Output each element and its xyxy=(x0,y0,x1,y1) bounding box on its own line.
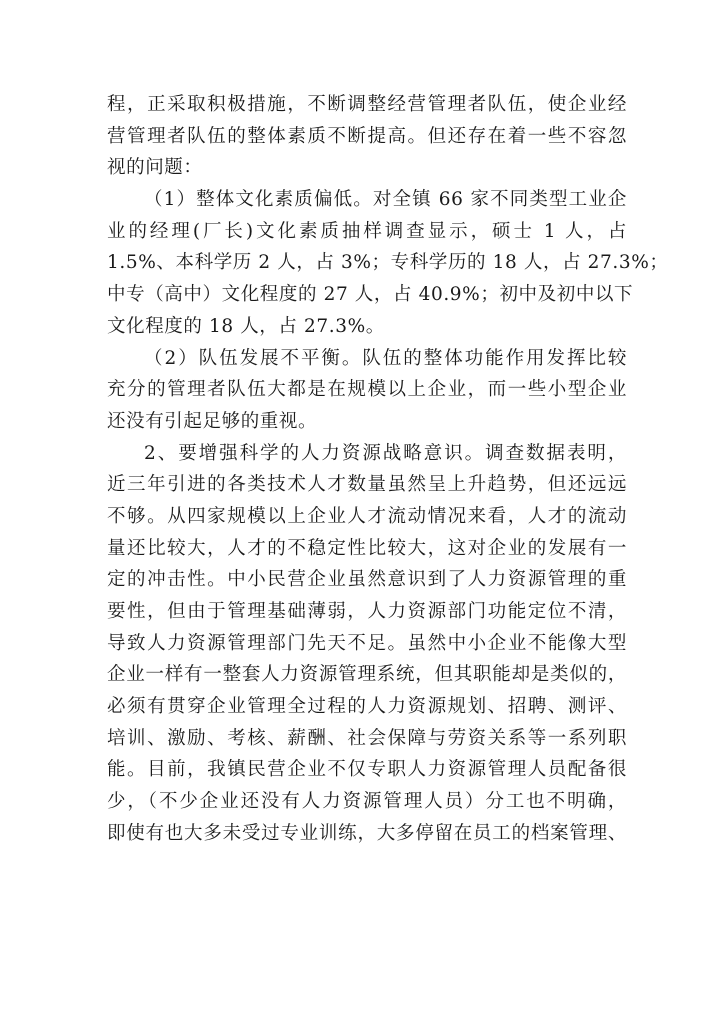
text-line: （1）整体文化素质偏低。对全镇 66 家不同类型工业企 xyxy=(144,189,627,211)
text-line: 定的冲击性。中小民营企业虽然意识到了人力资源管理的重 xyxy=(107,569,627,591)
text-line: 还没有引起足够的重视。 xyxy=(107,410,318,432)
text-line: 程，正采取积极措施，不断调整经营管理者队伍，使企业经 xyxy=(107,94,627,115)
text-line: 即使有也大多未受过专业训练，大多停留在员工的档案管理、 xyxy=(107,822,627,844)
text-line: 业的经理(厂长)文化素质抽样调查显示，硕士 1 人，占 xyxy=(107,220,627,242)
text-line: （2）队伍发展不平衡。队伍的整体功能作用发挥比较 xyxy=(144,347,627,369)
paragraph-intro xyxy=(107,89,627,184)
text-line: 1.5%、本科学历 2 人，占 3%；专科学历的 18 人，占 27.3%； xyxy=(107,252,669,274)
text-line: 文化程度的 18 人，占 27.3%。 xyxy=(107,315,385,337)
text-line: 营管理者队伍的整体素质不断提高。但还存在着一些不容忽 xyxy=(107,125,627,147)
paragraph-section-2 xyxy=(107,438,627,850)
text-line: 量还比较大，人才的不稳定性比较大，这对企业的发展有一 xyxy=(107,537,627,559)
text-line: 不够。从四家规模以上企业人才流动情况来看，人才的流动 xyxy=(107,505,627,527)
text-line: 充分的管理者队伍大都是在规模以上企业，而一些小型企业 xyxy=(107,379,627,401)
text-line: 视的问题： xyxy=(107,157,203,179)
text-line: 导致人力资源管理部门先天不足。虽然中小企业不能像大型 xyxy=(107,632,627,654)
text-line: 要性，但由于管理基础薄弱，人力资源部门功能定位不清， xyxy=(107,601,627,622)
paragraph-point-1 xyxy=(107,184,669,342)
text-line: 能。目前，我镇民营企业不仅专职人力资源管理人员配备很 xyxy=(107,759,627,781)
text-line: 2、要增强科学的人力资源战略意识。调查数据表明， xyxy=(144,442,627,464)
text-line: 企业一样有一整套人力资源管理系统，但其职能却是类似的， xyxy=(107,664,627,686)
paragraph-point-2 xyxy=(107,343,627,438)
text-line: 培训、激励、考核、薪酬、社会保障与劳资关系等一系列职 xyxy=(107,727,627,749)
document-body xyxy=(107,89,669,850)
text-line: 必须有贯穿企业管理全过程的人力资源规划、招聘、测评、 xyxy=(107,696,627,718)
text-line: 近三年引进的各类技术人才数量虽然呈上升趋势，但还远远 xyxy=(107,474,627,496)
text-line: 少，（不少企业还没有人力资源管理人员）分工也不明确， xyxy=(107,791,627,813)
text-line: 中专（高中）文化程度的 27 人，占 40.9%；初中及初中以下 xyxy=(107,284,634,306)
